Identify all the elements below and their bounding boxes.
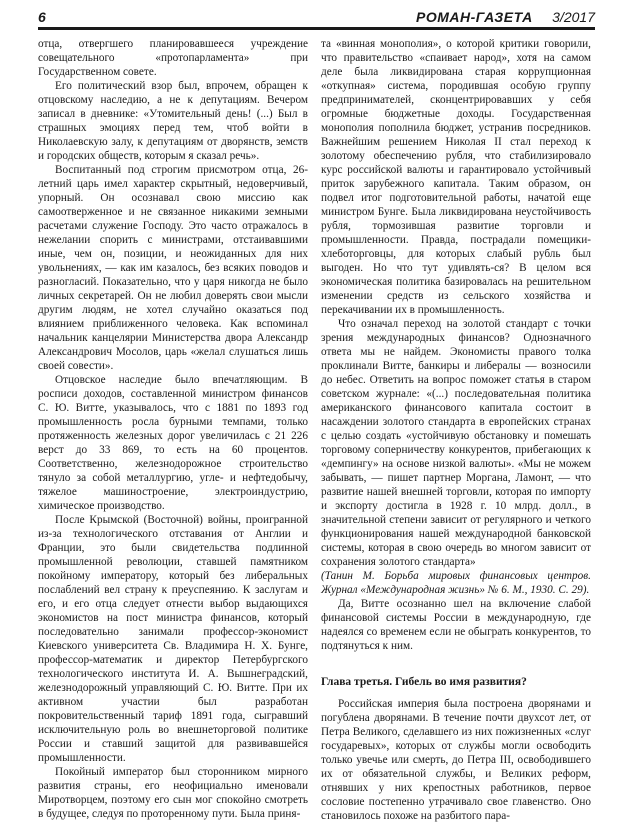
page-number: 6 <box>38 9 46 25</box>
page-header <box>38 8 595 26</box>
paragraph: Его политический взор был, впрочем, обращен к отцовскому наследию, а не к депутациям. Вечером записал в дневнике: «Утомительный день! (...) Был в страшных эмоциях перед тем, чтоб войти в Николаевскую залу, к депутациям от дворянств, земств и городских обществ, которым я сказал речь». <box>38 80 308 162</box>
header-rule <box>38 27 595 30</box>
left-column <box>38 37 308 821</box>
paragraph: Воспитанный под строгим присмотром отца, 26-летний царь имел характер скрытный, недоверчивый, упорный. Он осознавал свою миссию как самоотверженное и не связанное никакими земными расчетами служение Господу. Это часто отражалось в нежелании спорить с министрами, отстаивавшими иные, чем он, позиции, и неожиданных для них увольнениях, — как им казалось, без всяких поводов и разногласий. Показательно, что у царя никогда не было личных секретарей. Он не любил доверять свои мысли другим людям, не хотел случайно оказаться под влиянием приближенного человека. Как вспоминал начальник канцелярии Министерства двора Александр Александрович Мосолов, царь «желал слушаться лишь своей совести». <box>38 164 308 372</box>
paragraph: Да, Витте осознанно шел на включение слабой финансовой системы России в международную, где надеялся со временем если не обыграть конкурентов, то подтянуться к ним. <box>321 598 591 652</box>
paragraph: та «винная монополия», о которой критики говорили, что правительство «спаивает народ», хотя на самом деле была ликвидирована старая коррупционная «откупная» система, породившая особую группу предпринимателей, сконцентрировавших у себя огромные бюджетные доходы. Государственная монополия пополнила бюджет, устранив посредников. Важнейшим решением Николая II стал переход к золотому обеспечению рубля, что стабилизировало курс российской валюты и гарантировало устойчивый приток зарубежного капитала. Таким образом, он подвел итог подготовительной работы, начатой еще министром Бунге. Была ликвидирована неустойчивость рубля, тормозившая развитие торговли и промышленности. Правда, пострадали помещики-хлеботорговцы, для которых слабый рубль был выгоден. Но что тут удивлять-ся? В целом вся экономическая политика базировалась на решительном изменении средств из сельского хозяйства и перекачивании их в промышленность. <box>321 38 591 316</box>
paragraph: отца, отвергшего планировавшееся учреждение совещательного «протопарламента» при Государственном совете. <box>38 38 308 78</box>
chapter-heading: Глава третья. Гибель во имя развития? <box>321 676 527 688</box>
magazine-title: РОМАН-ГАЗЕТА <box>416 9 533 25</box>
paragraph: Покойный император был сторонником мирного развития страны, его неофициально именовали Миротворцем, поэтому его сын мог спокойно смотреть в будущее, следуя по проторенному пути. Была приня- <box>38 766 308 820</box>
citation: (Танин М. Борьба мировых финансовых центров. Журнал «Международная жизнь» № 6. М., 1930. С. 29). <box>321 570 591 596</box>
paragraph: Отцовское наследие было впечатляющим. В росписи доходов, составленной министром финансов С. Ю. Витте, указывалось, что с 1881 по 1893 год промышленность росла бурными темпами, только протяженность железных дорог увеличилась с 21 226 верст до 33 869, то есть на 60 процентов. Соответственно, железнодорожное строительство тянуло за собой металлургию, угле- и нефтедобычу, тяжелое машиностроение, электроиндустрию, химическое производство. <box>38 374 308 512</box>
paragraph: Российская империя была построена дворянами и погублена дворянами. В течение почти двухсот лет, от Петра Великого, сделавшего из них пожизненных «слуг государевых», которых от службы могли освободить только увечье или смерть, до Петра III, освободившего их от обязательной службы, и Великих реформ, отнявших у них крепостных работников, первое сословие постепенно утрачивало свое главенство. Оно становилось похоже на разбитого пара- <box>321 698 591 822</box>
paragraph: После Крымской (Восточной) войны, проигранной из-за технологического отставания от Англии и Франции, это были свидетельства подлинной промышленной революции, ставшей памятником покойному императору, который без либеральных послаблений вел страну к преуспеянию. К заслугам и его, и его отца следует отнести выбор выдающихся экономистов на пост министра финансов, который последовательно занимали профессор-экономист Киевского университета Св. Владимира Н. Х. Бунге, профессор-математик и директор Петербургского технологического института И. А. Вышнеградский, железнодорожный управляющий С. Ю. Витте. При их активном участии был разработан покровительственный тариф 1891 года, сыгравший исключительную роль во внешнеторговой политике России и ставший защитой для развивавшейся промышленности. <box>38 514 308 764</box>
right-column <box>321 37 591 823</box>
issue-number: 3/2017 <box>552 9 595 25</box>
paragraph: Что означал переход на золотой стандарт с точки зрения международных финансов? Однозначного ответа мы не найдем. Экономисты правого толка проклинали Витте, банкиры и либералы — возносили до небес. Ответить на вопрос поможет статья в старом советском журнале: «(...) последовательная политика американского финансового капитала состоит в насаждении золотого стандарта в европейских странах с целью создать «устойчивую обстановку и помешать торговому соперничеству конкурентов, прибегающих к «демпингу» на основе низкой валюты». «Мы не можем забывать, — пишет партнер Моргана, Ламонт, — что развитие нашей внешней торговли, которая по импорту и экспорту достигла в 1928 г. 10 млрд. долл., в значительной степени зависит от регулярного и четкого функционирования нашей международной банковской системы, которая в свою очередь во многом зависит от сохранения золотого стандарта» <box>321 318 591 568</box>
